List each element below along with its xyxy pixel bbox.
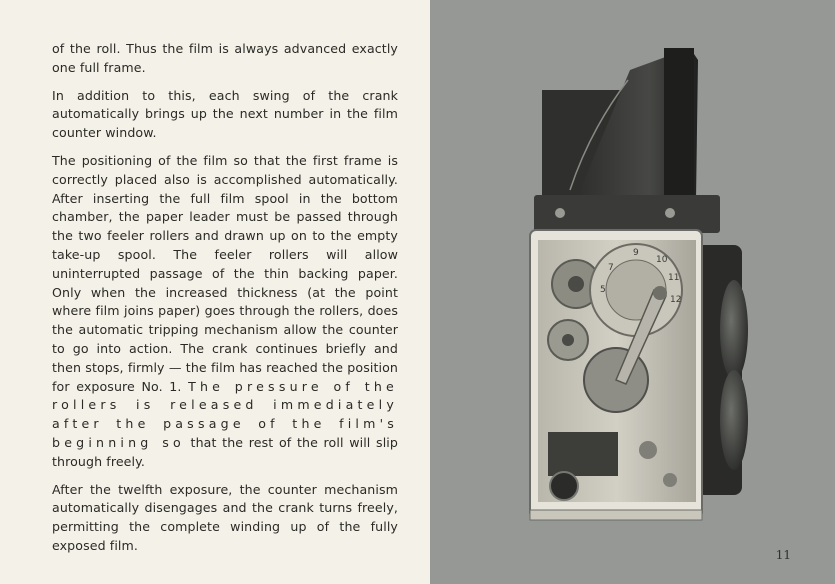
trip-mechanism xyxy=(548,432,618,476)
counter-digit: 9 xyxy=(633,248,639,258)
counter-digit: 7 xyxy=(608,263,614,273)
paragraph-2: In addition to this, each swing of the crank automatically brings up the next number in the film counter window. xyxy=(52,87,398,141)
paragraph-3-end: that the rest of the roll will slip through freely. xyxy=(52,434,398,469)
paragraph-1: of the roll. Thus the film is always advanced exactly one full frame. xyxy=(52,41,398,75)
paragraph-4: After the twelfth exposure, the counter mechanism automatically disengages and the crank turns freely, permitting the complete winding up of the fully exposed film. xyxy=(52,481,398,553)
page-number: 11 xyxy=(775,548,791,562)
paragraph-3 xyxy=(52,152,398,472)
top-screw-icon xyxy=(665,208,675,218)
taking-lens-icon xyxy=(720,280,748,380)
spaced-emphasis: The pressure of the rollers is released immediately after the passage of the film's beginning so xyxy=(52,378,398,450)
camera-cutaway-photo xyxy=(520,40,780,530)
viewing-lens-icon xyxy=(720,370,748,470)
screw-icon xyxy=(639,441,657,459)
roller-icon xyxy=(550,472,578,500)
gear-hub-icon xyxy=(562,334,574,346)
counter-digit: 10 xyxy=(656,255,668,265)
hood-side xyxy=(664,48,694,198)
screw-icon xyxy=(663,473,677,487)
base-plate xyxy=(530,510,702,520)
gear-hub-icon xyxy=(568,276,584,292)
counter-digit: 11 xyxy=(668,273,680,283)
counter-digit: 5 xyxy=(600,285,606,295)
crank-knob-icon xyxy=(653,286,667,300)
paragraph-3-text: The positioning of the film so that the first frame is correctly placed also is accomplished automatically. After inserting the full film spool in the bottom chamber, the paper leader must be passed through the two feeler rollers and drawn up on to the empty take-up spool. The feeler rollers will allow uninterrupted passage of the thin backing paper. Only when the increased thickness (at the point where film joins paper) goes through the rollers, does the automatic tripping mechanism allow the counter to go into action. The crank continues briefly and then stops, firmly — the film has reached the position for exposure No. 1. xyxy=(52,152,398,394)
top-screw-icon xyxy=(555,208,565,218)
body-text xyxy=(52,40,398,565)
right-page xyxy=(430,0,835,584)
counter-digit: 12 xyxy=(670,295,682,305)
